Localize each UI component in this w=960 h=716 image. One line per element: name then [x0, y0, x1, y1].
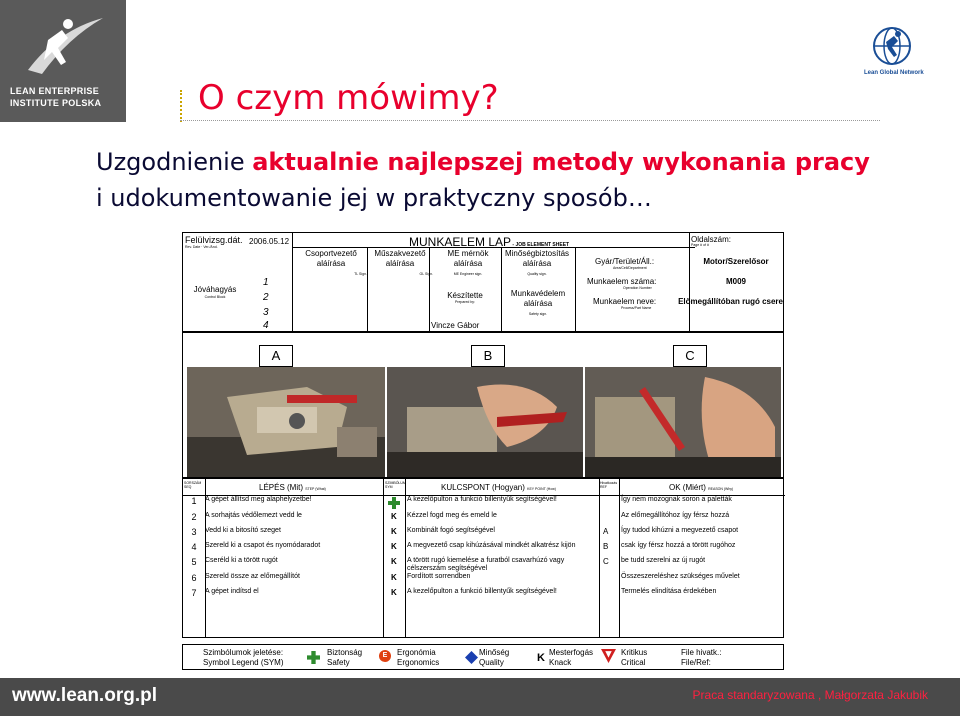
approve-sub: Control Block	[204, 295, 226, 299]
step-row-3: 3 Vedd ki a bitosító szeget K Kombinált fogó segítségével A Így tudod kihúzni a megvezető csapot	[191, 527, 739, 537]
globe-icon	[856, 22, 942, 70]
footer-caption: Praca standaryzowana , Małgorzata Jakubik	[692, 688, 928, 702]
legend-ergonomics: Ergonómia Ergonomics	[397, 648, 440, 667]
lean-enterprise-logo	[0, 0, 126, 122]
sig-safety: Munkavédelem aláírása Safety sign.	[510, 289, 566, 316]
photo-c-drawing	[585, 367, 781, 477]
area-value: Motor/Szerelősor	[703, 257, 769, 266]
photo-label-c: C	[673, 345, 707, 367]
photo-c	[585, 367, 781, 477]
approve-row-2: 2	[263, 292, 269, 303]
page-label: Oldalszám:	[691, 235, 732, 244]
legend-ergonomics-icon: E	[379, 650, 391, 662]
op-value: M009	[725, 277, 746, 286]
area-label: Gyár/Terület/Áll.:	[595, 257, 655, 266]
step-row-4: 4 Szereld ki a csapot és nyomódaradot K A megvezető csap kihúzásával mindkét alkatrész kijön B csak így férsz hozzá a törött rugóhoz	[191, 542, 736, 552]
sig-group-leader: Műszakvezető aláírása GL Sign.	[374, 249, 433, 276]
legend-knack-icon: K	[537, 652, 545, 664]
legend-quality-icon	[465, 651, 478, 664]
sig-me-engineer: ME mérnök aláírása ME Engineer sign.	[447, 249, 489, 276]
title-underline	[180, 120, 880, 121]
legend-quality: Minőség Quality	[479, 648, 510, 667]
legend-critical: Kritikus Critical	[621, 648, 648, 667]
job-element-sheet-header	[182, 232, 784, 332]
photo-b	[387, 367, 583, 477]
legend-safety: Biztonság Safety	[327, 648, 363, 667]
prepared-name: Vincze Gábor	[431, 321, 480, 330]
legend-safety-icon	[307, 651, 320, 664]
photo-a-drawing	[187, 367, 385, 477]
footer	[0, 678, 960, 716]
step-row-1: 1 A gépet állítsd meg alaphelyzetbe! A kezelőpulton a funkció billentyűk segítségével! Így nem mozognak soron a paletták	[191, 496, 732, 506]
col-key: KULCSPONT (Hogyan) KEY POINT (How)	[441, 483, 556, 492]
page-sub: Page # of #	[691, 243, 709, 247]
symbol-legend	[182, 644, 784, 670]
review-date: 2006.05.12	[249, 237, 290, 246]
legend-critical-icon	[601, 649, 616, 663]
approve-row-4: 4	[263, 320, 269, 331]
prepared-sub: Prepared by:	[454, 300, 476, 304]
logo-line-2: INSTITUTE POLSKA	[10, 98, 102, 108]
sig-team-leader: Csoportvezető aláírása TL Sign.	[305, 249, 367, 276]
legend-knack: Mesterfogás Knack	[549, 648, 594, 667]
network-label: Lean Global Network	[864, 70, 924, 76]
approve-label: Jóváhagyás	[193, 285, 237, 294]
photo-label-b: B	[471, 345, 505, 367]
photo-panel	[182, 332, 784, 478]
steps-table	[182, 478, 784, 638]
col-step: LÉPÉS (Mit) STEP (What)	[259, 483, 326, 492]
step-row-6: 6 Szereld össze az előmegállítót K Fordított sorrendben Összeszereléshez szükséges művelet	[191, 573, 740, 583]
legend-title: Szimbólumok jeletése: Symbol Legend (SYM)	[203, 648, 284, 667]
runner-logo-icon	[18, 10, 108, 80]
review-sub: Rev. Date · Ver./Änd.	[185, 245, 218, 249]
footer-url[interactable]: www.lean.org.pl	[12, 685, 157, 706]
subtitle-highlight: aktualnie najlepszej metody wykonania pracy	[252, 148, 870, 176]
review-label: Felülvizsg.dát.	[185, 235, 243, 245]
sig-quality: Minőségbiztosítás aláírása Quality sign.	[504, 249, 570, 276]
name-value: Előmegállítóban rugó csere	[678, 297, 783, 306]
op-label: Munkaelem száma:	[587, 277, 657, 286]
sheet-title: MUNKAELEM LAP - JOB ELEMENT SHEET	[409, 235, 570, 249]
col-seq: SORSZÁM SEQ	[184, 481, 202, 489]
approve-row-3: 3	[263, 307, 269, 318]
legend-file-ref: File hivatk.: File/Ref:	[681, 648, 722, 667]
title-accent-dots	[180, 90, 184, 122]
approve-row-1: 1	[263, 277, 269, 288]
step-row-2: 2 A sorhajtás védőlemezt vedd le K Kézzel fogd meg és emeld le Az előmegállítóhoz így férsz hozzá	[191, 512, 730, 522]
subtitle-line-2: i udokumentowanie jej w praktyczny sposób…	[96, 184, 652, 212]
photo-b-drawing	[387, 367, 583, 477]
area-sub: Area/Cell/Department	[613, 266, 647, 270]
op-sub: Operation Number	[623, 286, 652, 290]
col-sym: SZIMBÓLUM SYM	[385, 481, 406, 489]
photo-label-a: A	[259, 345, 293, 367]
slide-title: O czym mówimy?	[198, 78, 499, 118]
lean-global-network-logo	[856, 22, 942, 82]
step-row-7: 7 A gépet indítsd el K A kezelőpulton a funkció billentyűk segítségével! Termelés elindítása érdekében	[191, 588, 717, 598]
logo-line-1: LEAN ENTERPRISE	[10, 86, 100, 96]
photo-a	[187, 367, 385, 477]
subtitle-line-1: Uzgodnienie aktualnie najlepszej metody wykonania pracy	[96, 148, 870, 176]
col-ref: Hivatkozás REF	[600, 481, 618, 489]
name-sub: Process/Part Name	[621, 306, 652, 310]
step-row-5: 5 Cseréld ki a törött rugót K A törött rugó kiemelése a furatból csavarhúzó vagy célszerszám segítségével C be tudd szerelni az új rugót	[191, 557, 706, 572]
prepared-label: Készítette	[447, 291, 483, 300]
col-reason: OK (Miért) REASON (Why)	[669, 483, 734, 492]
name-label: Munkaelem neve:	[593, 297, 657, 306]
